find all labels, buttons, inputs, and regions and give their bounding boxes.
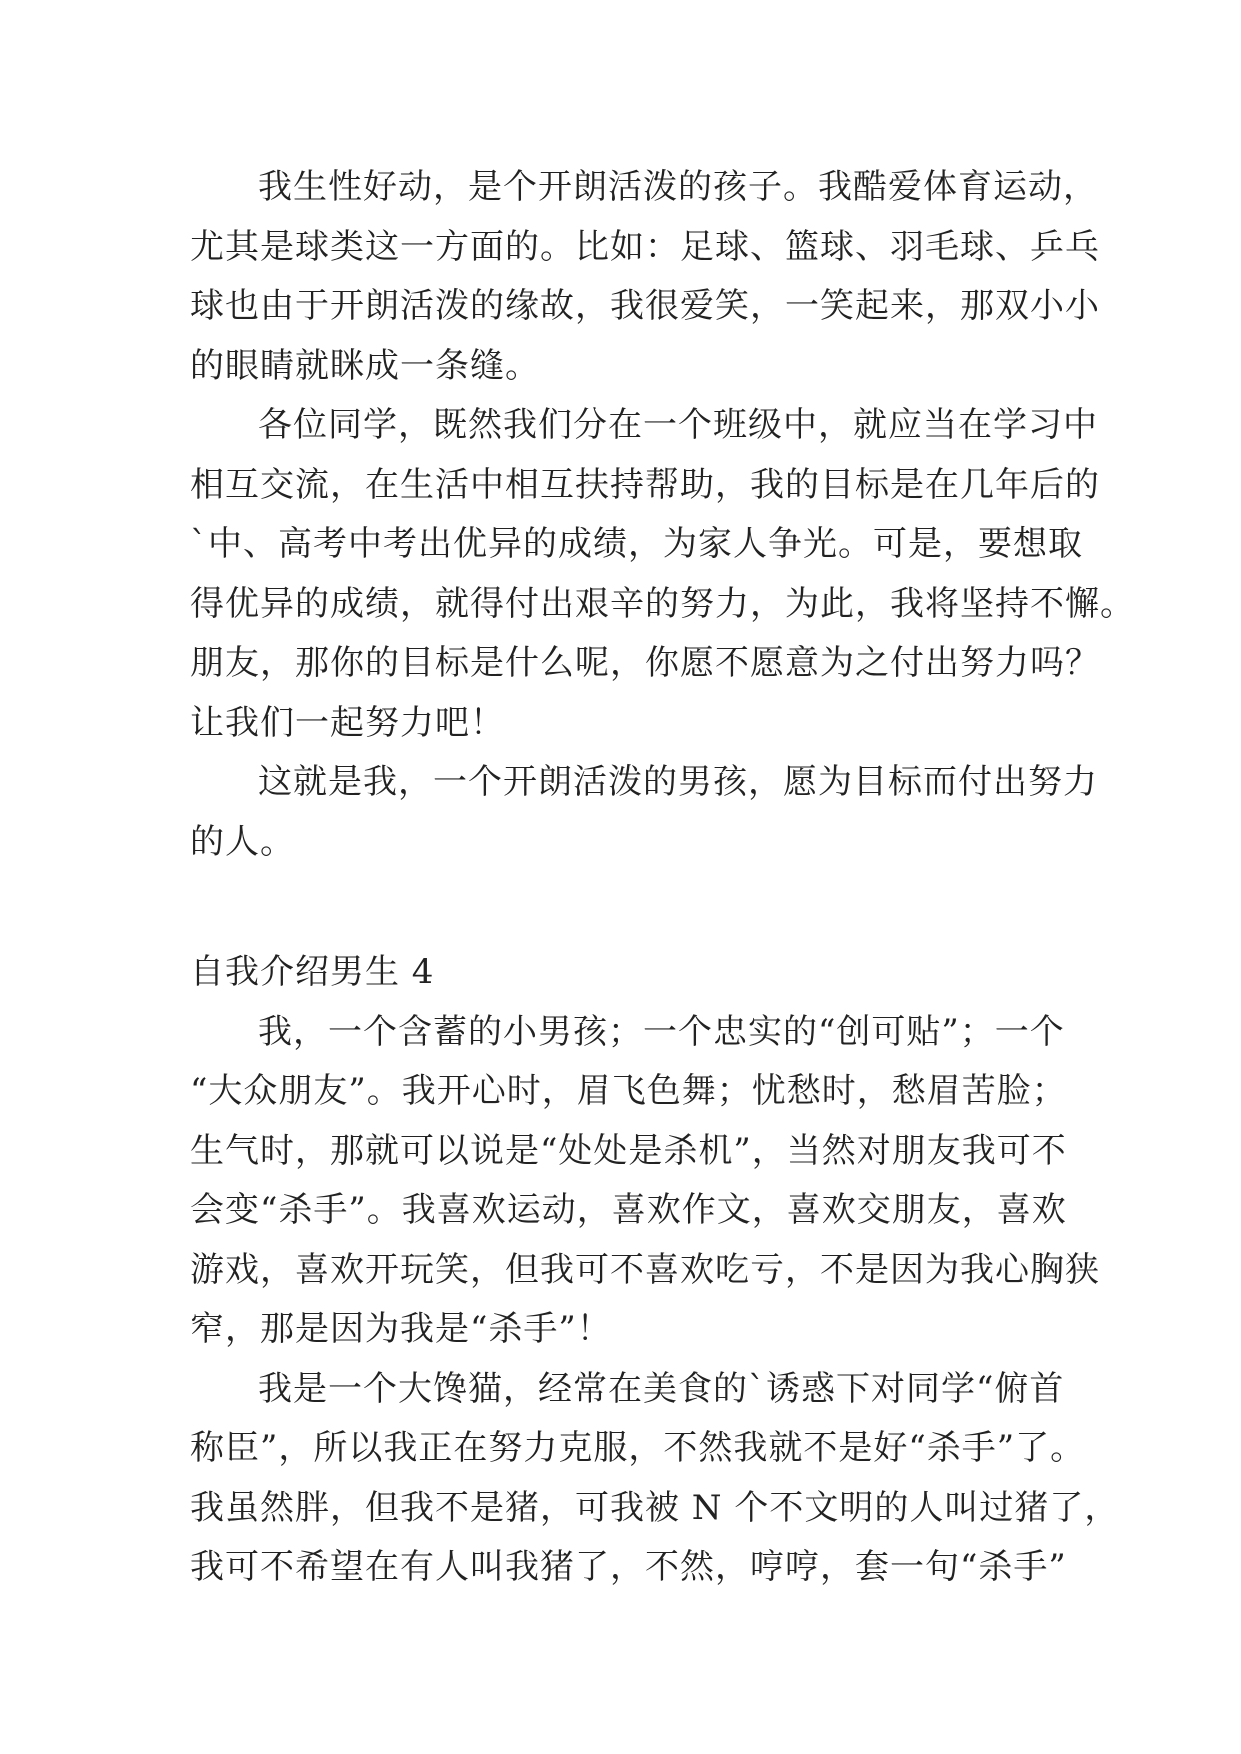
text-line: 相互交流，在生活中相互扶持帮助，我的目标是在几年后的 [190, 464, 1100, 505]
text-line: 让我们一起努力吧！ [190, 702, 505, 743]
text-line: 游戏，喜欢开玩笑，但我可不喜欢吃亏，不是因为我心胸狭 [190, 1249, 1100, 1290]
paragraph-3-cont [190, 813, 1060, 873]
paragraph-2 [190, 396, 1098, 456]
section-spacer [190, 872, 1060, 943]
text-line: “大众朋友”。我开心时，眉飞色舞；忧愁时，愁眉苦脸； [190, 1071, 1067, 1111]
text-line: 朋友，那你的目标是什么呢，你愿不愿意为之付出努力吗？ [190, 643, 1100, 683]
paragraph-5 [190, 1360, 1065, 1420]
text-line: 尤其是球类这一方面的。比如：足球、篮球、羽毛球、乒乓 [190, 226, 1100, 267]
text-line: 我生性好动，是个开朗活泼的孩子。我酷爱体育运动， [258, 167, 1098, 207]
text-line: 称臣”，所以我正在努力克服，不然我就不是好“杀手”了。 [190, 1428, 1086, 1468]
text-line: 的人。 [190, 821, 295, 862]
text-line: 我是一个大馋猫，经常在美食的`诱惑下对同学“俯首 [258, 1368, 1065, 1409]
text-line: 的眼睛就眯成一条缝。 [190, 345, 540, 386]
paragraph-2-cont [190, 456, 1135, 754]
text-line: `中、高考中考出优异的成绩，为家人争光。可是，要想取 [190, 524, 1083, 564]
text-line: 窄，那是因为我是“杀手”！ [190, 1309, 612, 1349]
text-line: 会变“杀手”。我喜欢运动，喜欢作文，喜欢交朋友，喜欢 [190, 1190, 1067, 1230]
document-body [190, 158, 1135, 1598]
text-line: 各位同学，既然我们分在一个班级中，就应当在学习中 [258, 405, 1098, 445]
text-line: 生气时，那就可以说是“处处是杀机”，当然对朋友我可不 [190, 1130, 1067, 1171]
text-line: 得优异的成绩，就得付出艰辛的努力，为此，我将坚持不懈。 [190, 583, 1135, 624]
text-line: 我虽然胖，但我不是猪，可我被 N 个不文明的人叫过猪了， [190, 1487, 1120, 1528]
paragraph-3 [190, 753, 1098, 813]
paragraph-1-cont [190, 218, 1100, 397]
paragraph-5-cont [190, 1419, 1120, 1598]
text-line: 这就是我，一个开朗活泼的男孩，愿为目标而付出努力 [258, 762, 1098, 802]
section-heading: 自我介绍男生 4 [190, 952, 435, 992]
paragraph-4 [190, 1003, 1065, 1063]
paragraph-1 [190, 158, 1098, 218]
paragraph-4-cont [190, 1062, 1100, 1360]
text-line: 我可不希望在有人叫我猪了，不然，哼哼，套一句“杀手” [190, 1547, 1067, 1587]
text-line: 球也由于开朗活泼的缘故，我很爱笑，一笑起来，那双小小 [190, 286, 1100, 326]
text-line: 我，一个含蓄的小男孩；一个忠实的“创可贴”；一个 [258, 1011, 1065, 1052]
